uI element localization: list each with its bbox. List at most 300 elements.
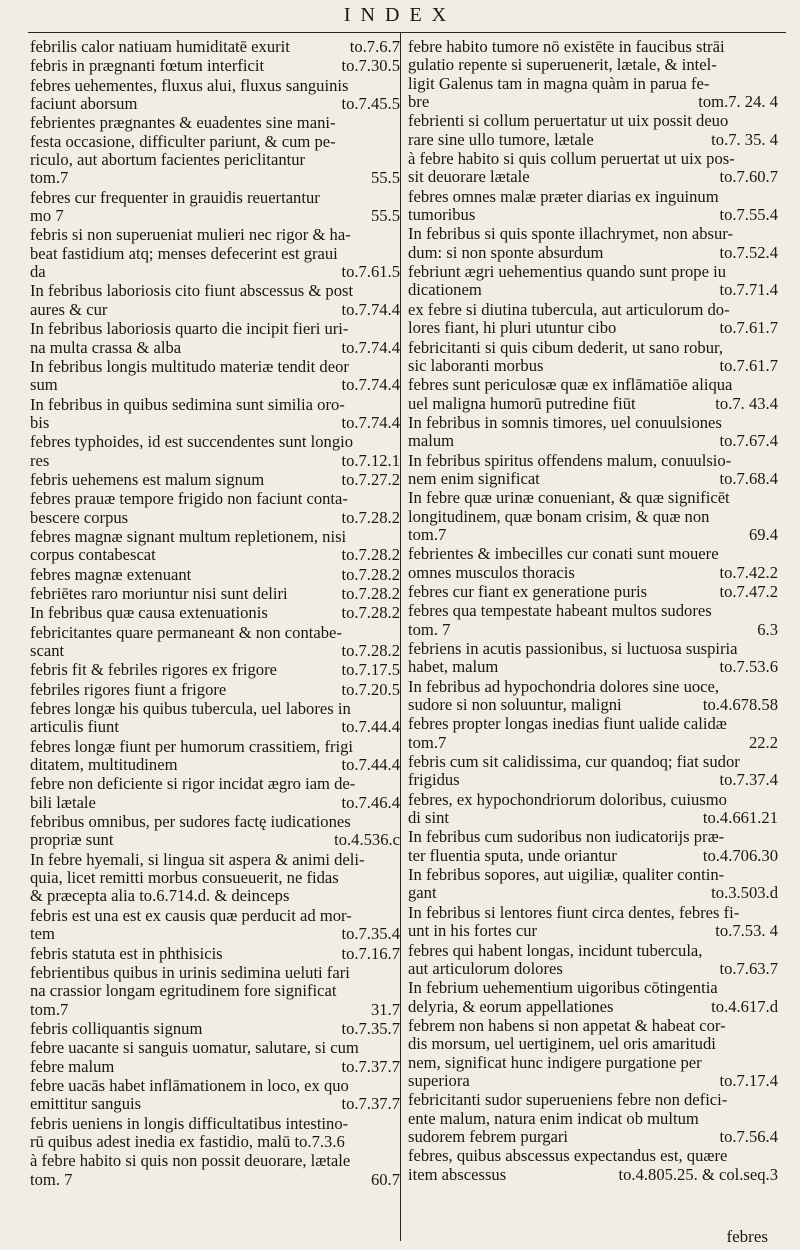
entry-text: ente malum, natura enim indicat ob multum — [408, 1109, 699, 1128]
entry-line — [30, 907, 400, 925]
entry-reference: to.7.74.4 — [341, 413, 400, 432]
entry-text: febris cum sit calidissima, cur quandoq; fiat sudor — [408, 753, 740, 772]
entry-line — [30, 282, 400, 300]
index-entry — [30, 320, 400, 357]
entry-reference: to.7.37.7 — [341, 1057, 400, 1076]
entry-text: unt in his fortes cur — [408, 922, 538, 941]
index-entry — [408, 452, 778, 489]
entry-reference: to.7.52.4 — [719, 243, 778, 262]
entry-text: malum — [408, 432, 455, 451]
index-entry — [408, 678, 778, 715]
index-entry — [408, 545, 778, 582]
index-entry — [30, 700, 400, 737]
index-entry — [408, 904, 778, 941]
index-entry — [30, 1039, 400, 1076]
index-entry — [30, 1152, 400, 1189]
entry-text: febre uacante si sanguis uomatur, salutare, si cum — [30, 1039, 359, 1058]
entry-text: bescere corpus — [30, 508, 129, 527]
entry-text: bis — [30, 413, 50, 432]
entry-line — [408, 263, 778, 281]
entry-line — [408, 244, 778, 262]
entry-text: gulatio repente si superuenerit, lætale, & intel- — [408, 56, 717, 75]
entry-text: febriles rigores fiunt a frigore — [30, 680, 227, 699]
entry-text: mo 7 — [30, 207, 64, 226]
entry-line — [30, 813, 400, 831]
entry-line — [30, 546, 400, 564]
index-entry — [30, 114, 400, 187]
entry-text: febres propter longas inedias fiunt ualide calidæ — [408, 715, 727, 734]
entry-reference: 69.4 — [748, 525, 778, 544]
entry-reference: to.7.67.4 — [719, 432, 778, 451]
entry-text: febricitanti si quis cibum dederit, ut sano robur, — [408, 338, 724, 357]
index-entry — [30, 358, 400, 395]
entry-text: tom.7 — [408, 733, 447, 752]
entry-text: aut articulorum dolores — [408, 959, 563, 978]
entry-text: superiora — [408, 1071, 470, 1090]
entry-text: febris colliquantis signum — [30, 1019, 203, 1038]
entry-line — [408, 734, 778, 752]
entry-line — [30, 509, 400, 527]
entry-reference: to.7.44.4 — [341, 756, 400, 775]
entry-line — [30, 681, 400, 699]
entry-text: aures & cur — [30, 300, 108, 319]
entry-reference: to.7. 43.4 — [715, 394, 778, 413]
entry-line — [30, 982, 400, 1000]
entry-text: bili lætale — [30, 793, 96, 812]
entry-line — [30, 339, 400, 357]
entry-line — [30, 189, 400, 207]
entry-text: articulis fiunt — [30, 718, 119, 737]
entry-text: tom. 7 — [408, 620, 451, 639]
entry-line — [408, 1147, 778, 1165]
entry-line — [408, 1054, 778, 1072]
entry-text: In febribus ad hypochondria dolores sine uoce, — [408, 677, 720, 696]
entry-text: febres magnæ signant multum repletionem, nisi — [30, 527, 347, 546]
entry-line — [408, 696, 778, 714]
entry-line — [30, 151, 400, 169]
entry-reference: tom.7. 24. 4 — [698, 93, 778, 112]
entry-line — [408, 168, 778, 186]
entry-text: res — [30, 451, 50, 470]
entry-line — [30, 114, 400, 132]
entry-line — [30, 794, 400, 812]
entry-text: & præcepta alia to.6.714.d. & deinceps — [30, 887, 290, 906]
entry-text: frigidus — [408, 771, 460, 790]
entry-text: sum — [30, 376, 58, 395]
entry-line — [408, 526, 778, 544]
entry-text: quia, licet remitti morbus consueuerit, ne fidas — [30, 869, 339, 888]
entry-text: In febribus si lentores fiunt circa dentes, febres fi- — [408, 903, 740, 922]
entry-reference: 22.2 — [748, 733, 778, 752]
index-entry — [30, 681, 400, 699]
entry-reference: to.4.678.58 — [702, 696, 778, 715]
entry-reference: to.7.60.7 — [719, 168, 778, 187]
entry-line — [30, 700, 400, 718]
index-entry — [408, 339, 778, 376]
entry-line — [30, 661, 400, 679]
entry-text: na crassior longam egritudinem fore significat — [30, 982, 337, 1001]
index-entry — [30, 433, 400, 470]
entry-text: In febribus quæ causa extenuationis — [30, 604, 268, 623]
index-entry — [30, 528, 400, 565]
index-entry — [408, 583, 778, 601]
entry-line — [408, 1017, 778, 1035]
entry-line — [408, 866, 778, 884]
index-entry — [30, 38, 400, 56]
entry-line — [408, 452, 778, 470]
entry-text: In febribus cum sudoribus non iudicatorijs præ- — [408, 828, 725, 847]
entry-text: ter fluentia sputa, unde oriantur — [408, 846, 617, 865]
entry-text: sic laboranti morbus — [408, 356, 544, 375]
entry-text: febriētes raro moriuntur nisi sunt deliri — [30, 584, 288, 603]
entry-reference: to.4.805.25. & col.seq.3 — [618, 1165, 778, 1184]
entry-text: gant — [408, 884, 437, 903]
entry-line — [30, 756, 400, 774]
index-entry — [30, 189, 400, 226]
entry-text: febres prauæ tempore frigido non faciunt conta- — [30, 490, 348, 509]
entry-line — [408, 791, 778, 809]
entry-text: riculo, aut abortum facientes periclitantur — [30, 151, 306, 170]
entry-line — [408, 1110, 778, 1128]
index-entry — [408, 791, 778, 828]
entry-text: à febre habito si quis non possit deuorare, lætale — [30, 1152, 351, 1171]
entry-text: febricitantes quare permaneant & non contabe- — [30, 623, 342, 642]
header-rule — [28, 32, 786, 33]
entry-text: febrientibus quibus in urinis sedimina ueluti fari — [30, 963, 350, 982]
index-entry — [408, 38, 778, 111]
entry-line — [30, 490, 400, 508]
entry-line — [30, 887, 400, 905]
entry-line — [408, 395, 778, 413]
entry-reference: to.7.61.7 — [719, 319, 778, 338]
entry-reference: to.7.53. 4 — [715, 922, 778, 941]
entry-line — [408, 1035, 778, 1053]
index-entry — [408, 866, 778, 903]
entry-line — [408, 432, 778, 450]
entry-line — [30, 964, 400, 982]
entry-line — [408, 357, 778, 375]
entry-text: dis morsum, uel uertiginem, uel oris amaritudi — [408, 1035, 716, 1054]
entry-line — [30, 57, 400, 75]
entry-text: nem enim significat — [408, 469, 540, 488]
entry-line — [408, 753, 778, 771]
entry-text: faciunt aborsum — [30, 95, 138, 114]
entry-line — [30, 718, 400, 736]
entry-line — [30, 869, 400, 887]
entry-text: dum: si non sponte absurdum — [408, 243, 604, 262]
entry-text: tom. 7 — [30, 1170, 73, 1189]
entry-line — [408, 319, 778, 337]
entry-reference: to.7.17.4 — [719, 1071, 778, 1090]
entry-text: febres magnæ extenuant — [30, 565, 192, 584]
index-entry — [408, 602, 778, 639]
entry-reference: to.4.706.30 — [702, 846, 778, 865]
entry-text: febre habito tumore nō existēte in faucibus strāi — [408, 38, 725, 56]
entry-text: febris si non superueniat mulieri nec rigor & ha- — [30, 226, 351, 245]
entry-line — [408, 56, 778, 74]
entry-text: lores fiant, hi pluri utuntur cibo — [408, 319, 617, 338]
entry-line — [408, 640, 778, 658]
entry-line — [408, 75, 778, 93]
entry-text: febre uacās habet inflāmationem in loco, ex quo — [30, 1076, 349, 1095]
entry-reference: to.3.503.d — [711, 884, 778, 903]
entry-text: sudorem febrem purgari — [408, 1127, 569, 1146]
entry-text: febris est una est ex causis quæ perducit ad mor- — [30, 906, 352, 925]
index-entry — [30, 490, 400, 527]
entry-reference: to.7.35.4 — [341, 925, 400, 944]
entry-text: festa occasione, difficulter pariunt, & cum pe- — [30, 132, 336, 151]
entry-text: febres qui habent longas, incidunt tubercula, — [408, 941, 703, 960]
entry-line — [30, 566, 400, 584]
entry-line — [30, 301, 400, 319]
index-entry — [408, 414, 778, 451]
entry-text: omnes musculos thoracis — [408, 563, 575, 582]
entry-text: beat fastidium atq; menses defecerint est graui — [30, 244, 338, 263]
entry-reference: to.7.74.4 — [341, 376, 400, 395]
entry-line — [408, 376, 778, 394]
entry-text: febres, ex hypochondriorum doloribus, cuiusmo — [408, 790, 727, 809]
entry-reference: to.7.71.4 — [719, 281, 778, 300]
entry-line — [30, 1077, 400, 1095]
index-entry — [30, 396, 400, 433]
index-entry — [408, 942, 778, 979]
index-entry — [408, 828, 778, 865]
entry-line — [30, 95, 400, 113]
entry-text: sit deuorare lætale — [408, 168, 530, 187]
index-entry — [408, 979, 778, 1016]
entry-line — [30, 263, 400, 281]
entry-reference: to.7.30.5 — [341, 57, 400, 76]
index-entry — [408, 112, 778, 149]
entry-text: In febre hyemali, si lingua sit aspera & animi deli- — [30, 850, 365, 869]
entry-text: febrem non habens si non appetat & habeat cor- — [408, 1016, 726, 1035]
entry-text: dicationem — [408, 281, 482, 300]
entry-line — [30, 1115, 400, 1133]
index-entry — [30, 226, 400, 281]
entry-text: In febribus si quis sponte illachrymet, non absur- — [408, 225, 734, 244]
index-entry — [30, 624, 400, 661]
entry-line — [408, 771, 778, 789]
index-entry — [408, 753, 778, 790]
entry-reference: to.7.27.2 — [341, 470, 400, 489]
entry-line — [408, 884, 778, 902]
index-entry — [30, 566, 400, 584]
index-entry — [30, 471, 400, 489]
entry-line — [30, 169, 400, 187]
entry-reference: to.7.53.6 — [719, 658, 778, 677]
entry-reference: to.7.28.2 — [341, 508, 400, 527]
index-entry — [30, 775, 400, 812]
entry-reference: 55.5 — [370, 207, 400, 226]
entry-text: corpus contabescat — [30, 546, 156, 565]
entry-line — [30, 207, 400, 225]
entry-line — [408, 847, 778, 865]
entry-line — [30, 642, 400, 660]
entry-text: tom.7 — [30, 169, 69, 188]
entry-text: propriæ sunt — [30, 831, 114, 850]
entry-line — [30, 320, 400, 338]
entry-line — [30, 133, 400, 151]
entry-text: febres typhoides, id est succendentes sunt longio — [30, 433, 354, 452]
entry-text: da — [30, 263, 46, 282]
entry-reference: to.7.12.1 — [341, 451, 400, 470]
entry-line — [30, 528, 400, 546]
entry-line — [30, 1001, 400, 1019]
entry-text: di sint — [408, 809, 450, 828]
index-entry — [30, 851, 400, 906]
entry-text: ditatem, multitudinem — [30, 756, 178, 775]
index-entry — [408, 376, 778, 413]
entry-reference: to.7.74.4 — [341, 300, 400, 319]
entry-reference: to.4.661.21 — [702, 809, 778, 828]
entry-reference: to.7.28.2 — [341, 584, 400, 603]
entry-line — [30, 624, 400, 642]
entry-line — [408, 545, 778, 563]
index-entry — [30, 945, 400, 963]
entry-line — [408, 998, 778, 1016]
right-column — [408, 38, 778, 1185]
entry-text: febricitanti sudor superueniens febre non defici- — [408, 1091, 728, 1110]
entry-line — [30, 1171, 400, 1189]
entry-reference: to.7.16.7 — [341, 944, 400, 963]
entry-text: item abscessus — [408, 1165, 507, 1184]
entry-reference: to.7.47.2 — [719, 582, 778, 601]
entry-line — [408, 809, 778, 827]
column-divider — [400, 33, 401, 1241]
index-entry — [30, 907, 400, 944]
entry-line — [30, 1039, 400, 1057]
index-entry — [30, 282, 400, 319]
entry-line — [408, 1072, 778, 1090]
entry-text: febres longæ fiunt per humorum crassitiem, frigi — [30, 737, 354, 756]
entry-line — [408, 715, 778, 733]
entry-text: rare sine ullo tumore, lætale — [408, 130, 594, 149]
entry-line — [30, 38, 400, 56]
entry-line — [408, 301, 778, 319]
entry-line — [30, 1020, 400, 1038]
entry-line — [408, 1128, 778, 1146]
index-entry — [408, 715, 778, 752]
entry-text: sudore si non soluuntur, maligni — [408, 696, 622, 715]
entry-text: febres omnes malæ præter diarias ex inguinum — [408, 187, 719, 206]
entry-line — [408, 93, 778, 111]
entry-line — [408, 470, 778, 488]
entry-reference: to.7.35.7 — [341, 1019, 400, 1038]
entry-line — [30, 376, 400, 394]
index-entry — [30, 661, 400, 679]
entry-line — [30, 226, 400, 244]
entry-line — [30, 945, 400, 963]
entry-line — [408, 583, 778, 601]
entry-reference: to.7.37.4 — [719, 771, 778, 790]
entry-reference: to.7. 35. 4 — [711, 130, 778, 149]
entry-line — [408, 225, 778, 243]
entry-line — [30, 1152, 400, 1170]
entry-line — [408, 281, 778, 299]
entry-reference: to.7.68.4 — [719, 469, 778, 488]
entry-text: In febribus in quibus sedimina sunt similia oro- — [30, 395, 345, 414]
entry-line — [30, 471, 400, 489]
entry-reference: 55.5 — [370, 169, 400, 188]
entry-text: febrientes prægnantes & euadentes sine mani- — [30, 114, 336, 133]
entry-line — [408, 564, 778, 582]
entry-line — [30, 77, 400, 95]
entry-text: rū quibus adest inedia ex fastidio, malū to.7.3.6 — [30, 1132, 345, 1151]
entry-line — [408, 112, 778, 130]
entry-reference: to.7.37.7 — [341, 1095, 400, 1114]
index-entry — [408, 188, 778, 225]
entry-reference: to.7.46.4 — [341, 793, 400, 812]
entry-line — [30, 358, 400, 376]
entry-reference: to.7.61.5 — [341, 263, 400, 282]
entry-line — [30, 1095, 400, 1113]
left-column — [30, 38, 400, 1190]
entry-reference: to.7.28.2 — [341, 565, 400, 584]
entry-text: febriens in acutis passionibus, si luctuosa suspiria — [408, 640, 738, 658]
page-header: INDEX — [343, 4, 457, 26]
entry-text: febres, quibus abscessus expectandus est, quære — [408, 1147, 728, 1166]
index-entry — [30, 77, 400, 114]
entry-text: nem, significat hunc indigere purgatione per — [408, 1053, 702, 1072]
entry-reference: to.7.17.5 — [341, 661, 400, 680]
entry-line — [30, 831, 400, 849]
index-entry — [408, 1017, 778, 1090]
entry-reference: 60.7 — [370, 1170, 400, 1189]
index-entry — [408, 263, 778, 300]
entry-line — [408, 658, 778, 676]
entry-line — [408, 1166, 778, 1184]
entry-text: In febribus laboriosis quarto die incipit fieri uri- — [30, 320, 349, 339]
entry-text: febres uehementes, fluxus alui, fluxus sanguinis — [30, 76, 349, 95]
entry-line — [408, 508, 778, 526]
entry-line — [408, 678, 778, 696]
index-entry — [30, 1115, 400, 1152]
entry-text: delyria, & eorum appellationes — [408, 997, 614, 1016]
entry-text: à febre habito si quis collum peruertat ut uix pos- — [408, 150, 735, 169]
entry-line — [30, 585, 400, 603]
entry-text: febre non deficiente si rigor incidat ægro iam de- — [30, 775, 356, 794]
entry-text: ligit Galenus tam in magna quàm in parua fe- — [408, 74, 710, 93]
entry-line — [408, 979, 778, 997]
entry-reference: to.7.55.4 — [719, 206, 778, 225]
entry-reference: to.7.28.2 — [341, 546, 400, 565]
entry-line — [30, 851, 400, 869]
entry-text: bre — [408, 93, 430, 112]
entry-text: febriunt ægri uehementius quando sunt prope iu — [408, 263, 726, 282]
entry-line — [408, 206, 778, 224]
index-entry — [30, 1077, 400, 1114]
entry-text: In febribus laboriosis cito fiunt abscessus & post — [30, 282, 354, 301]
entry-reference: to.4.617.d — [711, 997, 778, 1016]
entry-text: In febribus sopores, aut uigiliæ, qualiter contin- — [408, 866, 725, 885]
entry-line — [408, 188, 778, 206]
entry-text: febrilis calor natiuam humiditatē exurit — [30, 38, 290, 56]
index-entry — [30, 738, 400, 775]
entry-line — [408, 489, 778, 507]
entry-line — [408, 602, 778, 620]
entry-text: febres cur fiant ex generatione puris — [408, 582, 648, 601]
entry-reference: to.7.6.7 — [349, 38, 400, 56]
entry-text: In febribus in somnis timores, uel conuulsiones — [408, 413, 722, 432]
entry-text: na multa crassa & alba — [30, 338, 182, 357]
entry-text: In febribus longis multitudo materiæ tendit deor — [30, 357, 349, 376]
entry-reference: to.7.42.2 — [719, 563, 778, 582]
entry-line — [408, 414, 778, 432]
entry-text: febres qua tempestate habeant multos sudores — [408, 602, 712, 621]
entry-line — [30, 1133, 400, 1151]
entry-reference: to.4.536.c — [334, 831, 400, 850]
entry-text: febribus omnibus, per sudores factę iudicationes — [30, 813, 351, 832]
